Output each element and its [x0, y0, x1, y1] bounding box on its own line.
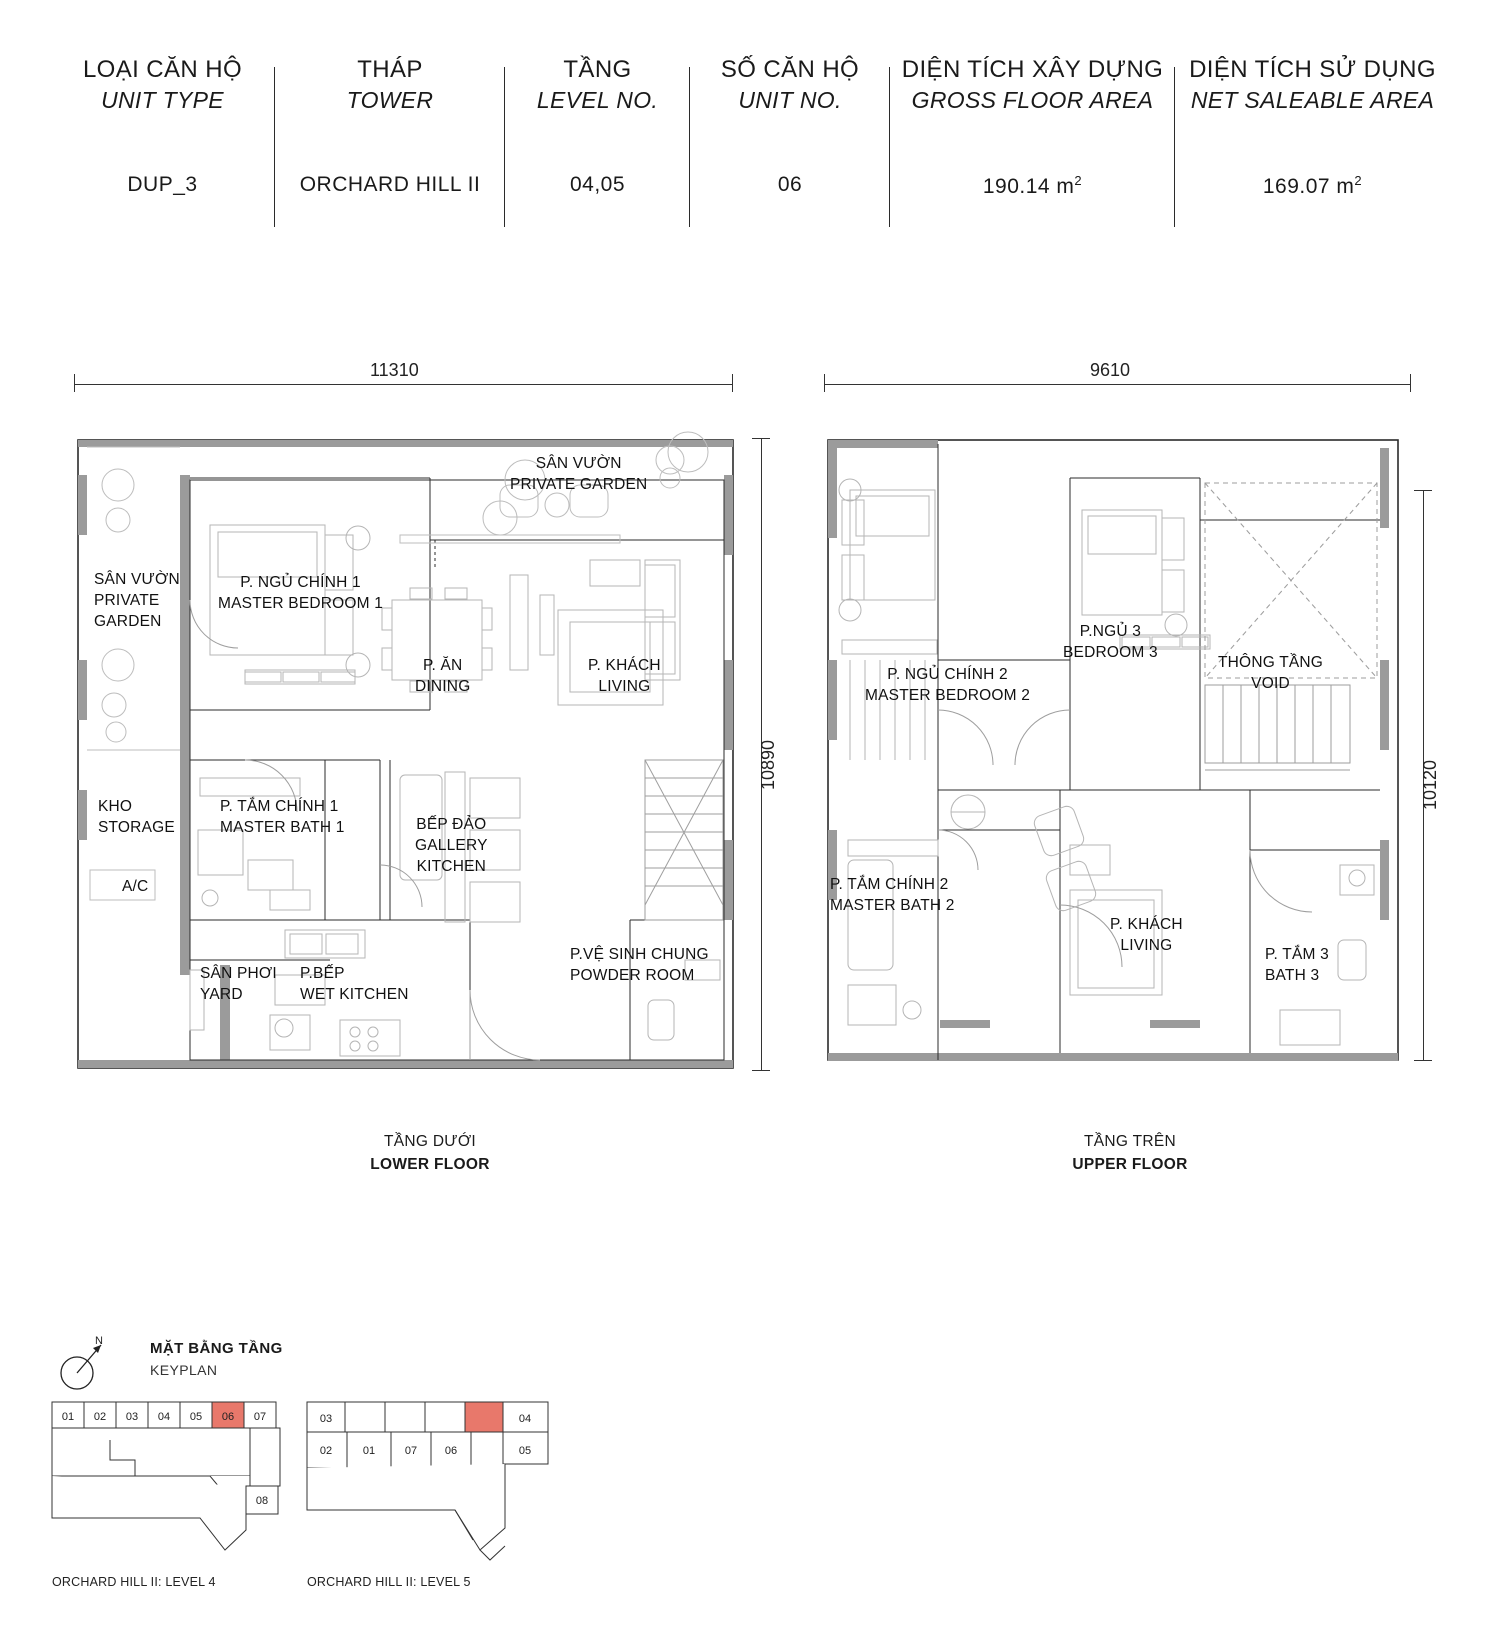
room-label-bath-3: P. TẮM 3 BATH 3 — [1265, 946, 1329, 984]
keyplan5-unit-02: 02 — [319, 1445, 333, 1457]
header-label-vn: THÁP — [357, 56, 423, 83]
header-col-net-area — [1175, 55, 1450, 199]
room-label-gallery-kitchen: BẾP ĐẢO GALLERY KITCHEN — [415, 816, 488, 875]
keyplan-unit-02: 02 — [93, 1411, 107, 1423]
header-label-vn: SỐ CĂN HỘ — [720, 56, 860, 83]
keyplan-unit-06-highlight: 06 — [221, 1411, 235, 1423]
dim-line-top — [824, 384, 1410, 385]
header-label-en: UNIT TYPE — [101, 87, 224, 113]
header-label-en: GROSS FLOOR AREA — [911, 87, 1154, 113]
net-area-number: 169.07 — [1262, 175, 1331, 199]
header-col-unit-type — [50, 55, 275, 197]
header-label-en: UNIT NO. — [738, 87, 842, 113]
keyplan5-unit-07: 07 — [404, 1445, 418, 1457]
floor-plans-area — [0, 350, 1500, 1200]
upper-floor-caption: TẦNG TRÊN UPPER FLOOR — [1072, 1133, 1188, 1174]
upper-floor-drawing — [820, 360, 1440, 1090]
keyplan-level-5-caption: ORCHARD HILL II: LEVEL 5 — [307, 1575, 471, 1589]
keyplan5-unit-03: 03 — [319, 1413, 333, 1425]
room-label-powder-room: P.VỆ SINH CHUNG POWDER ROOM — [570, 946, 709, 984]
dim-tick — [752, 1070, 770, 1071]
header-label-vn: TẦNG — [563, 56, 632, 83]
dim-tick — [74, 374, 75, 392]
header-value-gross-area — [890, 173, 1175, 199]
keyplan-section — [50, 1330, 650, 1610]
header-col-gross-area — [890, 55, 1175, 199]
header-value-unit-no: 06 — [777, 173, 803, 197]
room-label-private-garden-left: SÂN VƯỜN PRIVATE GARDEN — [94, 571, 180, 630]
room-label-dining: P. ĂN DINING — [415, 657, 471, 695]
header-value-level: 04,05 — [569, 173, 626, 197]
room-label-ac: A/C — [122, 878, 149, 895]
keyplan-unit-04: 04 — [157, 1411, 171, 1423]
room-label-yard: SÂN PHƠI YARD — [200, 965, 277, 1003]
header-label-en: NET SALEABLE AREA — [1190, 87, 1435, 113]
keyplan5-unit-06: 06 — [444, 1445, 458, 1457]
keyplan-title: MẶT BẰNG TẦNG — [150, 1340, 283, 1357]
keyplan-unit-05: 05 — [189, 1411, 203, 1423]
unit-info-header — [50, 55, 1450, 220]
keyplan-level-4[interactable] — [50, 1400, 290, 1580]
header-label-en: LEVEL NO. — [536, 87, 659, 113]
dim-tick — [824, 374, 825, 392]
room-label-bedroom-3: P.NGỦ 3 BEDROOM 3 — [1063, 623, 1158, 661]
dim-tick — [1410, 374, 1411, 392]
keyplan5-unit-04: 04 — [518, 1413, 532, 1425]
svg-text:N: N — [95, 1335, 103, 1347]
header-col-level — [505, 55, 690, 197]
header-label-vn: DIỆN TÍCH XÂY DỰNG — [901, 56, 1164, 83]
keyplan5-unit-01: 01 — [362, 1445, 376, 1457]
room-label-storage: KHO STORAGE — [98, 798, 175, 836]
compass-icon — [55, 1335, 125, 1395]
dim-tick — [732, 374, 733, 392]
dim-label-width: 9610 — [1090, 360, 1131, 380]
header-value-tower: ORCHARD HILL II — [299, 173, 481, 197]
lower-floor-caption: TẦNG DƯỚI LOWER FLOOR — [370, 1133, 490, 1174]
header-label-vn: LOẠI CĂN HỘ — [82, 56, 243, 83]
gross-area-number: 190.14 — [982, 175, 1051, 199]
room-label-master-bedroom-1: P. NGỦ CHÍNH 1 MASTER BEDROOM 1 — [218, 574, 384, 612]
header-col-unit-no — [690, 55, 890, 197]
room-label-master-bedroom-2: P. NGỦ CHÍNH 2 MASTER BEDROOM 2 — [865, 666, 1031, 704]
net-area-unit: m — [1336, 175, 1355, 199]
header-value-unit-type: DUP_3 — [127, 173, 198, 197]
upper-floor-plan — [820, 360, 1440, 1090]
lower-floor-plan — [70, 360, 778, 1090]
dim-tick — [1414, 1060, 1432, 1061]
dim-label-height: 10120 — [1420, 759, 1440, 810]
keyplan-level-5[interactable] — [305, 1400, 565, 1580]
gross-area-unit: m — [1056, 175, 1075, 199]
keyplan-subtitle: KEYPLAN — [150, 1362, 218, 1378]
header-value-net-area — [1175, 173, 1450, 199]
keyplan-unit-01: 01 — [61, 1411, 75, 1423]
room-label-void: THÔNG TẦNG VOID — [1218, 654, 1324, 692]
keyplan5-unit-05: 05 — [518, 1445, 532, 1457]
net-area-sup: 2 — [1354, 173, 1363, 189]
room-label-wet-kitchen: P.BẾP WET KITCHEN — [300, 965, 409, 1003]
header-col-tower — [275, 55, 505, 197]
room-label-private-garden-top: SÂN VƯỜN PRIVATE GARDEN — [510, 455, 648, 493]
header-label-en: TOWER — [346, 87, 434, 113]
room-label-living: P. KHÁCH LIVING — [588, 657, 661, 695]
dim-line-top — [74, 384, 732, 385]
dim-label-width: 11310 — [370, 360, 419, 380]
room-label-master-bath-1: P. TẮM CHÍNH 1 MASTER BATH 1 — [220, 798, 345, 836]
dim-label-height: 10890 — [758, 739, 778, 790]
room-label-master-bath-2: P. TẮM CHÍNH 2 MASTER BATH 2 — [830, 876, 955, 914]
room-label-living-upper: P. KHÁCH LIVING — [1110, 916, 1183, 954]
keyplan-unit-08: 08 — [255, 1495, 269, 1507]
header-label-vn: DIỆN TÍCH SỬ DỤNG — [1189, 56, 1436, 83]
keyplan-unit-07: 07 — [253, 1411, 267, 1423]
keyplan-unit-03: 03 — [125, 1411, 139, 1423]
keyplan-level-4-caption: ORCHARD HILL II: LEVEL 4 — [52, 1575, 216, 1589]
gross-area-sup: 2 — [1074, 173, 1083, 189]
